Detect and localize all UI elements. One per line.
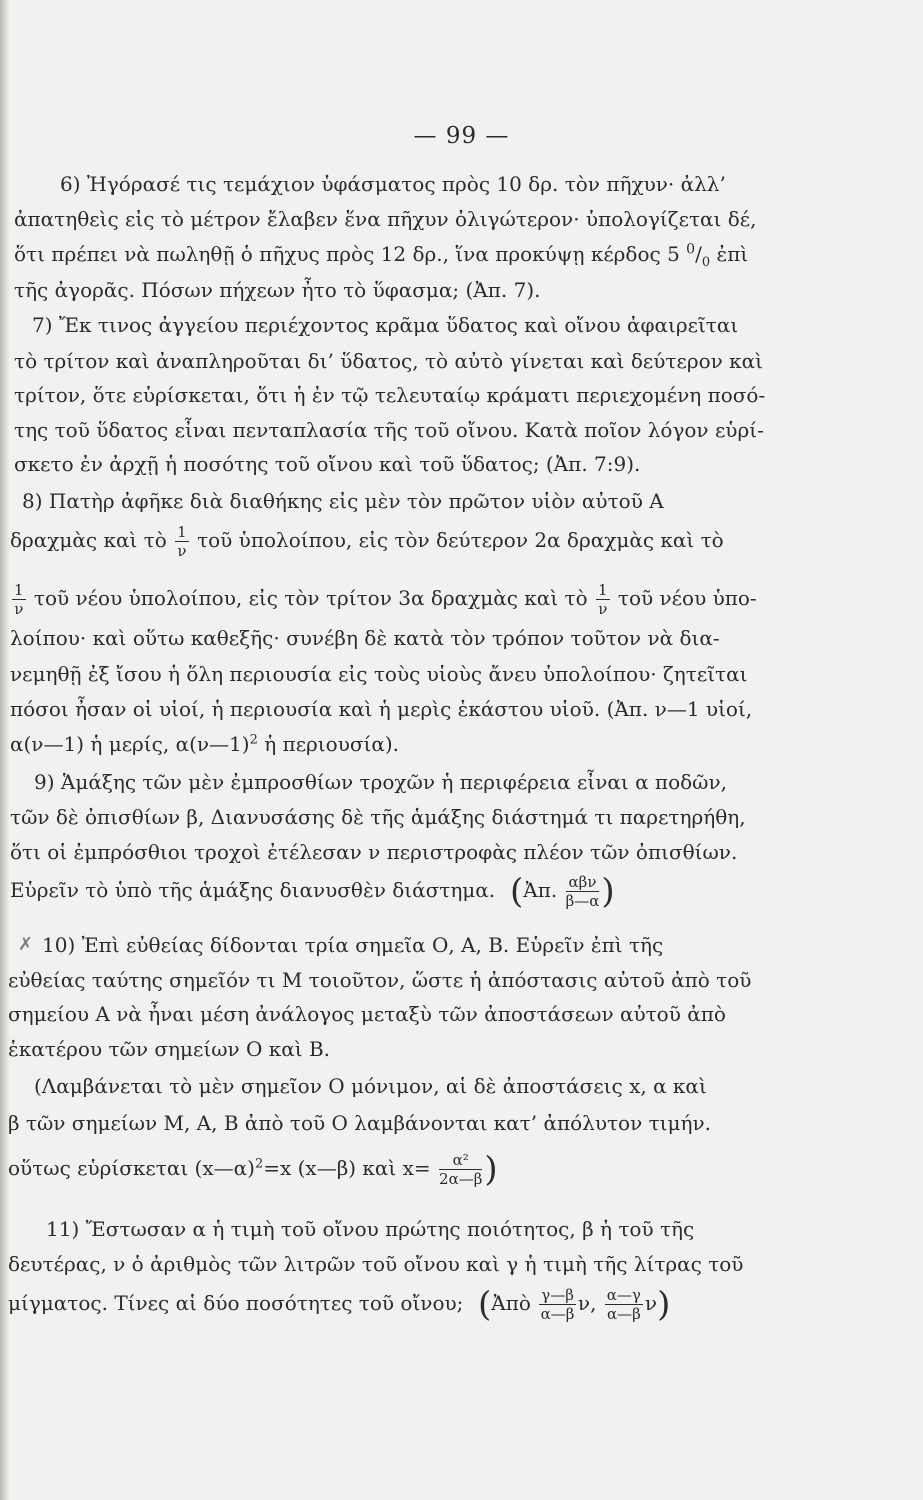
text-line-content — [10, 578, 757, 618]
text-line — [0, 234, 923, 274]
problem-11-start: 11) Ἔστωσαν α ἡ τιμὴ τοῦ οἴνου πρώτης ποιότητος, β ἡ τοῦ τῆς — [46, 1217, 695, 1241]
text-line-content: της τοῦ ὕδατος εἶναι πενταπλασία τῆς τοῦ οἴνου. Κατὰ ποῖον λόγον εὑρί- — [14, 418, 764, 442]
text-line — [0, 1283, 923, 1323]
fraction-denominator: β—α — [565, 892, 600, 910]
text-fragment: =x (x—β) καὶ x= — [263, 1156, 431, 1180]
answer-9-fraction — [566, 873, 600, 910]
text-line-content: ὅτι οἱ ἐμπρόσθιοι τροχοὶ ἐτέλεσαν ν περιστροφὰς πλέον τῶν ὀπισθίων. — [10, 840, 738, 864]
text-line-content — [10, 520, 724, 560]
text-line-content: σκετο ἐν ἀρχῇ ἡ ποσότης τοῦ οἴνου καὶ τοῦ ὕδατος; (Ἀπ. 7:9). — [14, 452, 641, 476]
text-line — [0, 578, 923, 618]
answer-11: (Ἀπὸ $\frac{\gamma—\beta}{\alpha—\beta}$ ν, $\frac{\alpha—\gamma}{\alpha—\beta}$ ν) — [478, 1284, 671, 1325]
text-line — [0, 444, 923, 484]
text-line — [0, 870, 923, 910]
percent-sign: $^0/_0$ — [686, 241, 711, 270]
text-line — [0, 618, 923, 658]
fraction-1-over-nu — [12, 581, 26, 618]
answer-10-fraction — [439, 1151, 482, 1188]
text-line-content: οὕτως εὑρίσκεται (x—α)$^2$=x (x—β) καὶ x= $\frac{\text{α²}}{2\alpha—\beta}$ ) — [8, 1149, 498, 1190]
text-line-content: β τῶν σημείων Μ, Α, Β ἀπὸ τοῦ Ο λαμβάνονται κατ’ ἀπόλυτον τιμήν. — [8, 1111, 712, 1135]
fraction-denominator: α—β — [606, 1305, 641, 1323]
answer-11-fraction-b — [605, 1286, 643, 1323]
text-fragment: Εὑρεῖν τὸ ὑπὸ τῆς ἁμάξης διανυσθὲν διάστημα. — [10, 878, 496, 902]
comma: , — [590, 1291, 597, 1315]
fraction-numerator: αβν — [566, 873, 600, 892]
problem-7-start: 7) Ἔκ τινος ἀγγείου περιέχοντος κρᾶμα ὕδατος καὶ οἴνου ἀφαιρεῖται — [32, 313, 739, 337]
text-line-content: λοίπου· καὶ οὕτω καθεξῆς· συνέβη δὲ κατὰ τὸν τρόπον τοῦτον νὰ δια- — [10, 626, 720, 650]
text-line-content — [14, 234, 748, 274]
fraction-denominator: ν — [177, 542, 187, 560]
text-line — [0, 925, 923, 965]
text-fragment: τοῦ ὑπολοίπου, εἰς τὸν δεύτερον 2α δραχμὰς καὶ τὸ — [197, 528, 724, 552]
text-line-content: ἀπατηθεὶς εἰς τὸ μέτρον ἔλαβεν ἕνα πῆχυν ὀλιγώτερον· ὑπολογίζεται δέ, — [14, 207, 757, 231]
text-line-content: τὸ τρίτον καὶ ἀναπληροῦται δι’ ὕδατος, τὸ αὐτὸ γίνεται καὶ δεύτερον καὶ — [14, 349, 764, 373]
fraction-numerator: 1 — [14, 581, 24, 599]
text-fragment: ἡ περιουσία). — [264, 732, 400, 756]
fraction-1-over-nu — [596, 581, 610, 618]
text-fragment: ὅτι πρέπει νὰ πωληθῇ ὁ πῆχυς πρὸς 12 δρ., ἵνα προκύψῃ κέρδος 5 — [14, 242, 680, 266]
fraction-denominator: 2α—β — [439, 1170, 483, 1188]
text-line-content: (Λαμβάνεται τὸ μὲν σημεῖον Ο μόνιμον, αἱ δὲ ἀποστάσεις x, α καὶ — [34, 1074, 707, 1098]
fraction-denominator: ν — [598, 600, 608, 618]
problem-8-start: 8) Πατὴρ ἀφῆκε διὰ διαθήκης εἰς μὲν τὸν πρῶτον υἱὸν αὐτοῦ Α — [22, 489, 664, 513]
fraction-numerator: γ—β — [541, 1286, 574, 1304]
problem-9-start: 9) Ἁμάξης τῶν μὲν ἐμπροσθίων τροχῶν ἡ περιφέρεια εἶναι α ποδῶν, — [34, 770, 727, 794]
text-fragment: τοῦ νέου ὑπολοίπου, εἰς τὸν τρίτον 3α δραχμὰς καὶ τὸ — [33, 586, 588, 610]
text-line-content: τρίτον, ὅτε εὑρίσκεται, ὅτι ἡ ἐν τῷ τελευταίῳ κράματι περιεχομένη ποσό- — [14, 383, 766, 407]
text-line-content: εὐθείας ταύτης σημεῖόν τι Μ τοιοῦτον, ὥστε ἡ ἀπόστασις αὐτοῦ ἀπὸ τοῦ — [8, 968, 752, 992]
text-line — [0, 1209, 923, 1249]
text-line — [0, 164, 923, 204]
text-line — [0, 199, 923, 239]
text-line — [0, 375, 923, 415]
text-fragment: δραχμὰς καὶ τὸ — [10, 528, 167, 552]
text-line — [0, 832, 923, 872]
fraction-denominator: ν — [14, 600, 24, 618]
fraction-numerator: 1 — [597, 581, 608, 599]
check-mark-annotation: ✗ — [18, 934, 34, 955]
exponent: 2 — [254, 1156, 264, 1172]
answer-9: (Ἀπ. $\frac{\text{αβν}}{\beta—\alpha}$ ) — [510, 871, 615, 912]
page-number: — 99 — — [413, 123, 510, 149]
text-line — [0, 305, 923, 345]
percent-subscript: 0 — [701, 255, 711, 270]
fraction-numerator: α² — [439, 1151, 482, 1170]
text-fragment: μίγματος. Τίνες αἱ δύο ποσότητες τοῦ οἴνου; — [8, 1291, 464, 1315]
text-line — [0, 1103, 923, 1143]
text-line-content: δευτέρας, ν ὁ ἀριθμὸς τῶν λιτρῶν τοῦ οἴνου καὶ γ ἡ τιμὴ τῆς λίτρας τοῦ — [8, 1252, 744, 1276]
text-line — [0, 994, 923, 1034]
text-line-content — [10, 724, 399, 764]
text-fragment: οὕτως εὑρίσκεται (x—α) — [8, 1156, 255, 1180]
text-line-content: πόσοι ἦσαν οἱ υἱοί, ἡ περιουσία καὶ ἡ μερὶς ἑκάστου υἱοῦ. (Ἀπ. ν—1 υἱοί, — [10, 697, 753, 721]
answer-label: Ἀπὸ — [491, 1291, 531, 1315]
text-line — [0, 481, 923, 521]
text-line-content: τῆς ἀγορᾶς. Πόσων πήχεων ἦτο τὸ ὕφασμα; (Ἀπ. 7). — [14, 278, 541, 302]
text-line — [0, 1244, 923, 1284]
fraction-1-over-nu — [175, 523, 189, 560]
nu-factor: ν — [577, 1291, 591, 1315]
text-line-content: νεμηθῇ ἐξ ἴσου ἡ ὅλη περιουσία εἰς τοὺς υἱοὺς ἄνευ ὑπολοίπου· ζητεῖται — [10, 662, 748, 686]
fraction-denominator: α—β — [540, 1305, 575, 1323]
nu-factor: ν — [644, 1291, 658, 1315]
text-line-content: ἑκατέρου τῶν σημείων Ο καὶ Β. — [8, 1037, 331, 1061]
text-line — [0, 724, 923, 764]
text-fragment: α(ν—1) ἡ μερίς, α(ν—1) — [10, 732, 250, 756]
problem-6-start: 6) Ἠγόρασέ τις τεμάχιον ὑφάσματος πρὸς 10 δρ. τὸν πῆχυν· ἀλλ’ — [60, 172, 726, 196]
problem-10-start: 10) Ἐπὶ εὐθείας δίδονται τρία σημεῖα Ο, Α, Β. Εὑρεῖν ἐπὶ τῆς — [42, 933, 664, 957]
text-line — [0, 520, 923, 560]
answer-11-fraction-a — [539, 1286, 576, 1323]
text-line — [0, 797, 923, 837]
text-line — [0, 270, 923, 310]
text-line-content: σημείου Α νὰ ἦναι μέση ἀνάλογος μεταξὺ τῶν ἀποστάσεων αὐτοῦ ἀπὸ — [8, 1002, 726, 1026]
text-fragment: ἐπὶ — [716, 242, 749, 266]
text-line — [0, 1066, 923, 1106]
fraction-numerator: 1 — [177, 523, 187, 541]
exponent: 2 — [249, 732, 258, 748]
answer-label: Ἀπ. — [523, 878, 558, 902]
text-line — [0, 689, 923, 729]
text-line — [0, 762, 923, 802]
text-line — [0, 1029, 923, 1069]
text-line-content: τῶν δὲ ὀπισθίων β, Διανυσάσης δὲ τῆς ἁμάξης διάστημά τι παρετηρήθη, — [10, 805, 746, 829]
text-line — [0, 1148, 923, 1188]
text-fragment: τοῦ νέου ὑπο- — [617, 586, 757, 610]
fraction-numerator: α—γ — [606, 1286, 641, 1304]
text-line — [0, 654, 923, 694]
